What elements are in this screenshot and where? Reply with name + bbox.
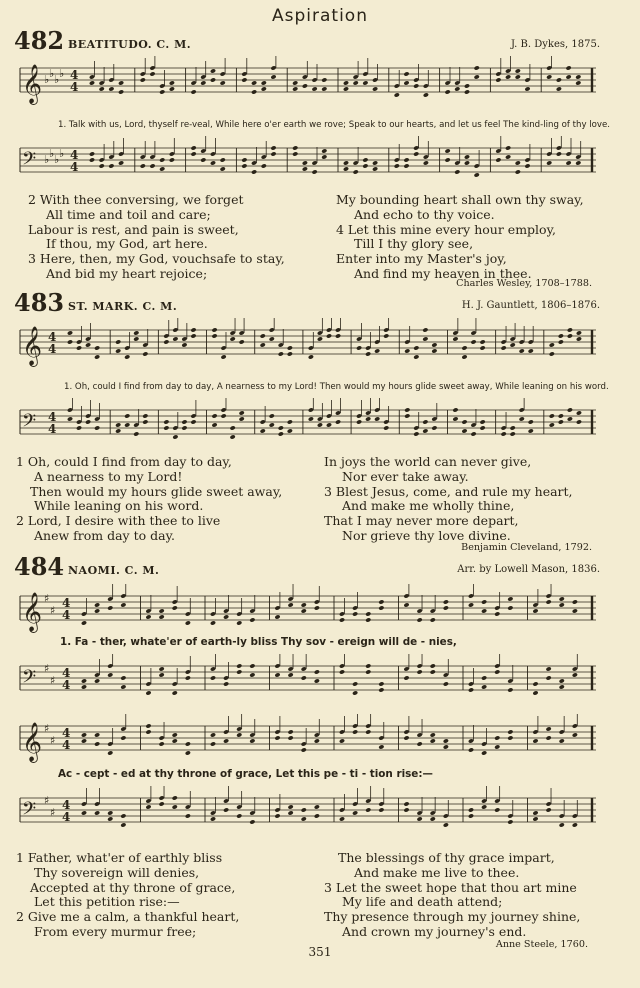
verse-line: 4 Let this mine every hour employ, [336,221,556,237]
verse-line: Enter into my Master's joy, [336,251,507,267]
verse-line: My life and death attend; [342,894,503,910]
svg-text:4: 4 [62,810,71,824]
verse-column-right [324,455,573,544]
svg-text:𝄢: 𝄢 [22,799,37,824]
staff-system-bass [14,786,600,836]
underlay-lyric: 1. Oh, could I find from day to day, A nearness to my Lord! Then would my hours glide sweet away, While leaning on his word. [64,382,609,392]
music-staff [14,654,600,704]
verse-line: My bounding heart shall own thy sway, [336,192,584,207]
svg-text:4: 4 [48,422,57,436]
svg-text:4: 4 [62,596,71,610]
svg-text:4: 4 [70,148,79,162]
tune-name: NAOMI. C. M. [68,564,160,577]
music-staff [14,584,600,634]
verse-line: If thou, my God, art here. [46,236,208,252]
verse-line: And crown my journey's end. [342,923,527,939]
tune-name: BEATITUDO. C. M. [68,38,192,51]
svg-text:4: 4 [70,68,79,82]
verse-line: That I may never more depart, [324,513,519,529]
verse-line: 3 Here, then, my God, vouchsafe to stay, [28,251,285,267]
verse-line: Till I thy glory see, [354,236,474,252]
verse-line: Accepted at thy throne of grace, [30,879,236,895]
verse-line: The blessings of thy grace impart, [338,850,555,865]
page-number: 351 [308,945,332,959]
verse-line: And make me wholly thine, [342,498,515,514]
verse-line: 2 Lord, I desire with thee to live [16,513,221,529]
staff-system-bass [14,136,600,186]
hymn-author: Benjamin Cleveland, 1792. [461,542,592,553]
staff-system-treble [14,56,600,106]
svg-text:♯: ♯ [44,722,50,735]
svg-text:𝄞: 𝄞 [22,64,43,104]
verse-line: Anew from day to day. [34,527,175,543]
staff-system-treble [14,584,600,634]
hymn-author: Charles Wesley, 1708–1788. [456,278,592,289]
svg-text:♭: ♭ [59,67,65,80]
svg-text:4: 4 [62,738,71,752]
hymn-number: 483 [14,288,65,317]
svg-text:𝄞: 𝄞 [22,592,43,632]
verse-line: Nor ever take away. [342,468,469,484]
music-staff [14,136,600,186]
svg-text:♯: ♯ [44,662,50,675]
staff-system-bass [14,398,600,448]
svg-text:4: 4 [62,798,71,812]
svg-text:4: 4 [48,410,57,424]
svg-text:𝄞: 𝄞 [22,722,43,762]
svg-text:♭: ♭ [44,153,50,166]
underlay-lyric: 1. Talk with us, Lord, thyself re-veal, While here o'er earth we rove; Speak to our hearts, and let us feel The kind-ling of thy love. [58,120,611,130]
verse-line: 1 Father, what'er of earthly bliss [16,850,223,865]
svg-text:𝄢: 𝄢 [22,411,37,436]
tune-name: ST. MARK. C. M. [68,300,178,313]
verse-line: A nearness to my Lord! [34,468,183,484]
verse-line: And find my heaven in thee. [354,265,532,281]
verse-line: 2 Give me a calm, a thankful heart, [16,909,240,925]
verse-line: Labour is rest, and pain is sweet, [28,221,239,237]
music-staff [14,56,600,106]
underlay-lyric: Ac - cept - ed at thy throne of grace, Let this pe - ti - tion rise:— [58,768,433,780]
svg-text:♭: ♭ [49,147,55,160]
svg-text:𝄞: 𝄞 [22,326,43,366]
svg-text:♯: ♯ [50,806,56,819]
svg-text:♯: ♯ [50,604,56,617]
verse-line: And bid my heart rejoice; [46,265,208,281]
svg-text:4: 4 [62,726,71,740]
svg-text:♭: ♭ [44,73,50,86]
verse-line: 2 With thee conversing, we forget [28,192,244,207]
verse-line: All time and toil and care; [46,206,211,222]
verse-line: Let this petition rise:— [34,894,180,910]
verse-line: 3 Let the sweet hope that thou art mine [324,879,577,895]
hymn-number: 482 [14,26,65,55]
svg-text:♯: ♯ [44,794,50,807]
verse-line: Thy presence through my journey shine, [324,909,581,925]
music-staff [14,318,600,368]
svg-text:♭: ♭ [54,73,60,86]
svg-text:♯: ♯ [50,674,56,687]
svg-text:4: 4 [48,330,57,344]
staff-system-treble [14,318,600,368]
svg-text:♭: ♭ [49,67,55,80]
verse-line: Then would my hours glide sweet away, [30,483,283,499]
svg-text:4: 4 [48,342,57,356]
svg-text:♯: ♯ [50,734,56,747]
verse-line: Thy sovereign will denies, [34,864,200,880]
music-staff [14,714,600,764]
svg-text:𝄢: 𝄢 [22,149,37,174]
verse-line: From every murmur free; [34,923,197,939]
staff-system-treble [14,714,600,764]
svg-text:♭: ♭ [54,153,60,166]
verse-column-left [16,455,282,544]
section-title: Aspiration [272,6,368,26]
verse-line: 3 Blest Jesus, come, and rule my heart, [324,483,573,499]
verse-column-right [324,851,580,940]
svg-text:♭: ♭ [59,147,65,160]
verse-line: And make me live to thee. [354,864,520,880]
svg-text:4: 4 [62,608,71,622]
hymn-number: 484 [14,552,65,581]
verse-line: Nor grieve thy love divine. [342,527,511,543]
hymn-author: Anne Steele, 1760. [495,939,588,950]
staff-system-bass [14,654,600,704]
music-staff [14,398,600,448]
svg-text:♯: ♯ [44,592,50,605]
verse-column-left [16,851,239,940]
composer: J. B. Dykes, 1875. [510,39,600,50]
verse-line: While leaning on his word. [34,498,204,514]
composer: H. J. Gauntlett, 1806–1876. [461,300,600,311]
verse-line: 1 Oh, could I find from day to day, [16,454,232,469]
composer: Arr. by Lowell Mason, 1836. [457,564,600,575]
svg-text:4: 4 [62,678,71,692]
underlay-lyric: 1. Fa - ther, whate'er of earth-ly bliss Thy sov - ereign will de - nies, [60,636,457,648]
verse-line: In joys the world can never give, [324,454,532,469]
svg-text:4: 4 [70,160,79,174]
svg-text:4: 4 [70,80,79,94]
verse-column-right [336,193,584,282]
svg-text:4: 4 [62,666,71,680]
music-staff [14,786,600,836]
verse-line: And echo to thy voice. [354,206,495,222]
verse-column-left [28,193,285,282]
svg-text:𝄢: 𝄢 [22,667,37,692]
